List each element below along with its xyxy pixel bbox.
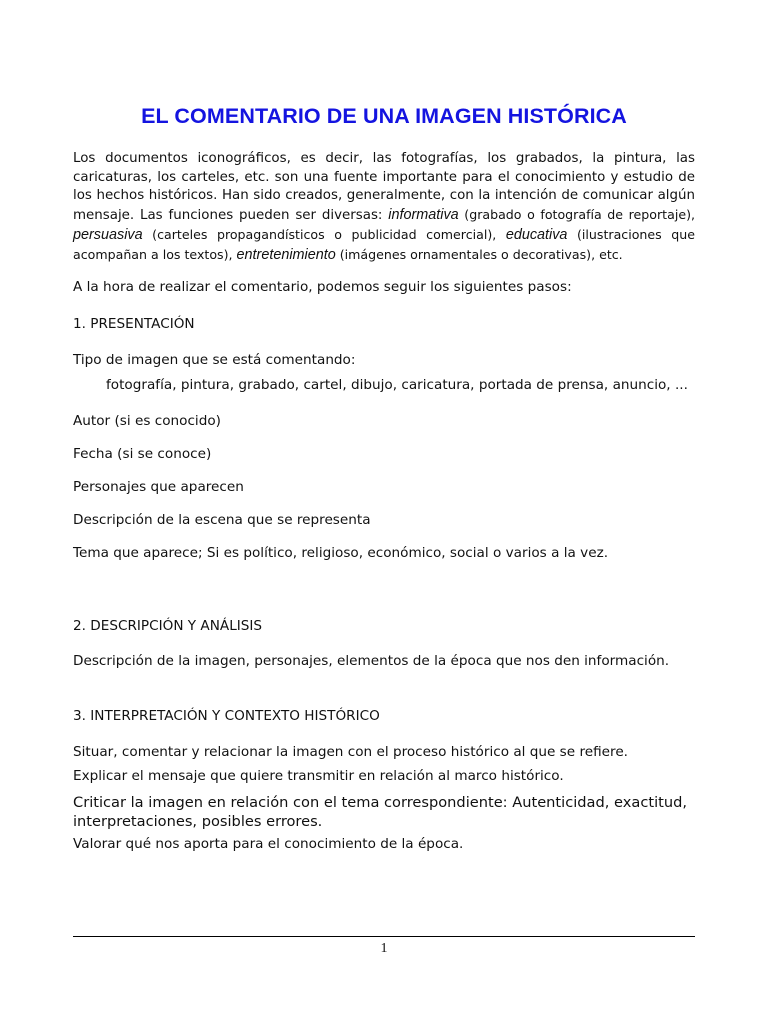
image-type-label: Tipo de imagen que se está comentando: [73,352,356,368]
scene-item: Descripción de la escena que se representa [73,512,371,528]
function-entretenimiento: entretenimiento [236,246,336,263]
document-page [73,0,695,1024]
page-number: 1 [380,941,388,956]
function-informativa: informativa [388,207,459,224]
section-1-heading: 1. PRESENTACIÓN [73,316,195,332]
section-3-heading: 3. INTERPRETACIÓN Y CONTEXTO HISTÓRICO [73,708,380,724]
intro-text-2: (grabado o fotografía de reportaje), [458,207,695,223]
section-2-text: Descripción de la imagen, personajes, elementos de la época que nos den información. [73,653,670,669]
intro-text-1: Los documentos iconográficos, es decir, las fotografías, los grabados, la pintura, las caricaturas, los carteles, etc. son una fuente importante para el conocimiento y estudio de los hechos históricos. Han sido creados, generalmente, con la intención de comunicar algún mensaje. Las funciones pueden ser diversas: [73,151,695,224]
intro-text-3: (carteles propagandísticos o publicidad comercial), [142,226,506,242]
section-3-item-2: Explicar el mensaje que quiere transmitir en relación al marco histórico. [73,768,564,784]
section-3-item-3: Criticar la imagen en relación con el tema correspondiente: Autenticidad, exactitud, interpretaciones, posibles errores. [73,794,687,830]
page-title: EL COMENTARIO DE UNA IMAGEN HISTÓRICA [141,104,627,128]
section-3-item-1: Situar, comentar y relacionar la imagen con el proceso histórico al que se refiere. [73,744,629,760]
footer-rule [73,936,695,937]
section-2-heading: 2. DESCRIPCIÓN Y ANÁLISIS [73,618,263,634]
intro-text-4: (ilustraciones que acompañan a los textos), [73,226,696,262]
intro-paragraph [73,150,695,265]
characters-item: Personajes que aparecen [73,479,244,495]
date-item: Fecha (si se conoce) [73,446,212,462]
steps-intro: A la hora de realizar el comentario, podemos seguir los siguientes pasos: [73,279,572,295]
author-item: Autor (si es conocido) [73,413,221,429]
function-persuasiva: persuasiva [73,226,143,243]
section-3-item-4: Valorar qué nos aporta para el conocimiento de la época. [73,836,464,852]
image-type-examples: fotografía, pintura, grabado, cartel, dibujo, caricatura, portada de prensa, anuncio, ... [106,377,688,393]
theme-item: Tema que aparece; Si es político, religioso, económico, social o varios a la vez. [73,545,609,561]
function-educativa: educativa [505,226,568,243]
intro-text-5: (imágenes ornamentales o decorativas), etc. [335,246,623,262]
